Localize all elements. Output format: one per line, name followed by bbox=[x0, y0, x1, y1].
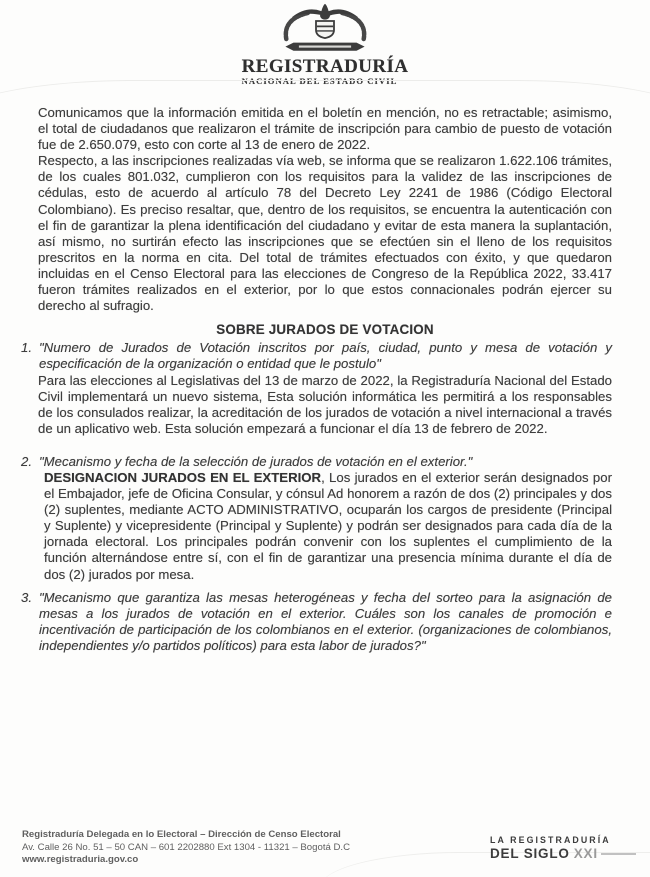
footer-contact-block bbox=[22, 829, 350, 867]
question-number: 2. bbox=[21, 453, 32, 469]
footer-address: Av. Calle 26 No. 51 – 50 CAN – 601 2202880 Ext 1304 - 11321 – Bogotá D.C bbox=[22, 841, 351, 853]
logo-line-1: LA REGISTRADURÍA bbox=[490, 835, 611, 845]
logo-xxi: XXI bbox=[573, 846, 598, 861]
answer-paragraph-2 bbox=[38, 470, 612, 583]
question-item-1 bbox=[21, 340, 612, 372]
question-number: 1. bbox=[21, 340, 32, 356]
question-text: "Numero de Jurados de Votación inscritos por país, ciudad, punto y mesa de votación y especificación de la organización o entidad que le postulo" bbox=[39, 340, 612, 372]
footer-department: Registraduría Delegada en lo Electoral – Dirección de Censo Electoral bbox=[22, 829, 341, 840]
siglo-xxi-logo bbox=[490, 835, 636, 861]
org-subtitle: NACIONAL DEL ESTADO CIVIL bbox=[241, 76, 398, 86]
logo-line-2 bbox=[490, 846, 636, 861]
footer-website: www.registraduria.gov.co bbox=[22, 854, 139, 866]
colombia-coat-of-arms-icon bbox=[266, 3, 384, 57]
letterhead bbox=[0, 0, 650, 89]
answer-paragraph-1: Para las elecciones al Legislativas del 13 de marzo de 2022, la Registraduría Nacional del Estado Civil implementará un nuevo sistema, Esta solución informática les permitirá a los responsables de los consulados realizar, la acreditación de los jurados de votación a nivel internacional a través de un aplicativo web. Esta solución empezará a funcionar el día 13 de febrero de 2022. bbox=[38, 372, 612, 436]
question-item-3 bbox=[21, 589, 612, 654]
section-heading: SOBRE JURADOS DE VOTACION bbox=[216, 322, 434, 338]
org-title-block bbox=[242, 58, 409, 86]
question-number: 3. bbox=[21, 589, 32, 605]
question-text: "Mecanismo y fecha de la selección de jurados de votación en el exterior." bbox=[39, 453, 473, 469]
paragraph-intro: Comunicamos que la información emitida en el boletín en mención, no es retractable; asimismo, el total de ciudadanos que realizaron el trámite de inscripción para cambio de puesto de votación fue de 2.650.079, esto con corte al 13 de enero de 2022. bbox=[38, 105, 612, 153]
question-text: "Mecanismo que garantiza las mesas heterogéneas y fecha del sorteo para la asignación de mesas a los jurados de votación en el exterior. Cuáles son los canales de promoción e incentivación de participación de los colombianos en el exterior. (organizaciones de colombianos, independientes y/o partidos políticos) para esta labor de jurados?" bbox=[39, 589, 612, 653]
logo-del-siglo: DEL SIGLO bbox=[490, 846, 570, 861]
paragraph-inscriptions: Respecto, a las inscripciones realizadas vía web, se informa que se realizaron 1.622.106 trámites, de los cuales 801.032, cumplieron con los requisitos para la validez de las inscripciones de cédulas, esto de acuerdo al artículo 78 del Decreto Ley 2241 de 1986 (Código Electoral Colombiano). Es preciso resaltar, que, dentro de los requisitos, se encuentra la autenticación con el fin de garantizar la plena identificación del ciudadano y evitar de esta manera la suplantación, así mismo, no surtirán efecto las inscripciones que se efectúen sin el lleno de los requisitos prescritos en la norma en cita. Del total de trámites efectuados con éxito, y que quedaron incluidas en el Censo Electoral para las elecciones de Congreso de la República 2022, 33.417 fueron trámites realizados en el exterior, por lo que estos connacionales podrán ejercer su derecho al sufragio. bbox=[38, 153, 612, 314]
letter-body bbox=[21, 105, 612, 654]
org-name: REGISTRADURÍA bbox=[241, 56, 409, 77]
answer-bold-lead: DESIGNACION JURADOS EN EL EXTERIOR bbox=[44, 469, 322, 485]
logo-rule bbox=[601, 853, 636, 855]
question-item-2 bbox=[21, 453, 612, 470]
answer-rest: , Los jurados en el exterior serán designados por el Embajador, jefe de Oficina Consular, y cónsul Ad honorem a razón de dos (2) principales y dos (2) suplentes, mediante ACTO ADMINISTRATIVO, ocuparán los cargos de presidente (Principal y Suplente) y vicepresidente (Principal y Suplente) y podrán ser designados para cada día de la jornada electoral. Los principales podrán convenir con los suplentes el cumplimiento de la función alternándose entre sí, con el fin de garantizar una presencia mínima durante el día de dos (2) jurados por mesa. bbox=[44, 469, 612, 582]
